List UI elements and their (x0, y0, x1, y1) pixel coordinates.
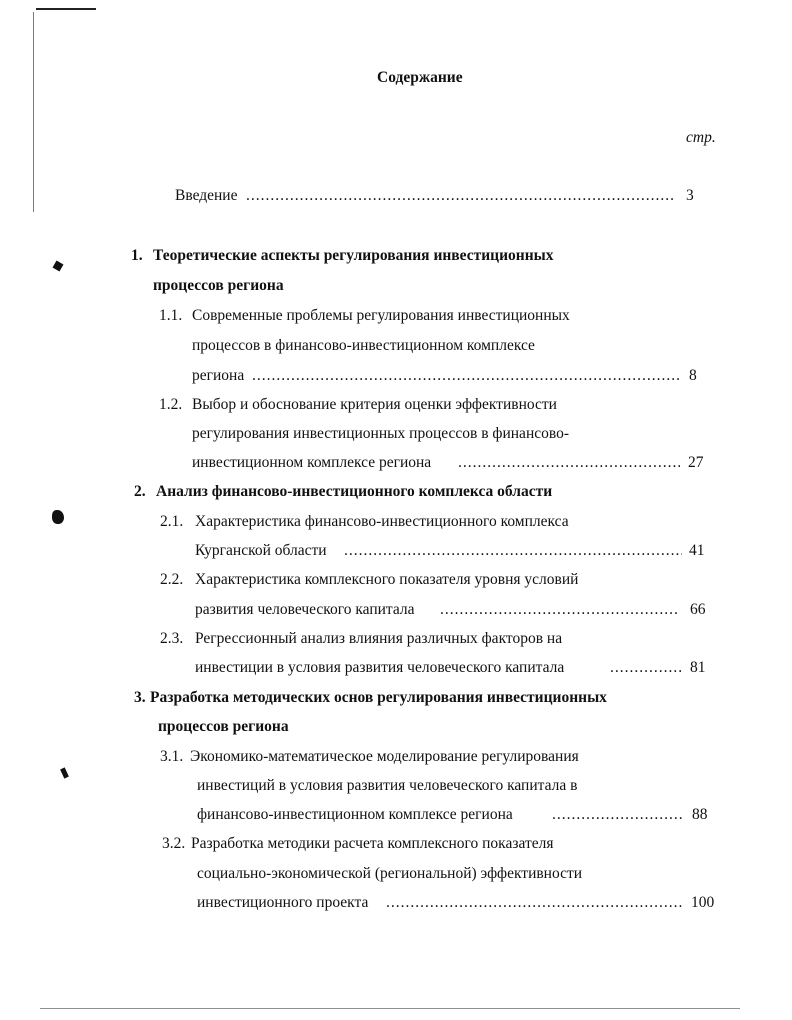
toc-section-title: инвестиционном комплексе региона (192, 454, 432, 471)
page-title: Содержание (377, 69, 463, 86)
toc-section-number: 1.1. (159, 307, 183, 324)
page-column-label: стр. (686, 129, 716, 146)
toc-page-number: 8 (689, 367, 697, 384)
toc-page-number: 66 (690, 601, 706, 618)
toc-chapter-number: 1. (131, 247, 143, 264)
toc-chapter-title: процессов региона (153, 277, 284, 294)
toc-section-title: регулирования инвестиционных процессов в финансово- (192, 425, 569, 442)
toc-section-number: 2.3. (160, 630, 184, 647)
toc-section-number: 3.2. (162, 835, 186, 852)
toc-page-number: 88 (692, 806, 708, 823)
toc-section-title: социально-экономической (региональной) эффективности (197, 865, 583, 882)
toc-section-title: Регрессионный анализ влияния различных факторов на (195, 630, 563, 647)
toc-section-number: 1.2. (159, 396, 183, 413)
toc-section-title: процессов в финансово-инвестиционном комплексе (192, 337, 535, 354)
scan-edge-left (33, 12, 34, 212)
toc-section-title: Современные проблемы регулирования инвестиционных (192, 307, 570, 324)
toc-chapter-title: Анализ финансово-инвестиционного комплекса области (156, 483, 553, 500)
toc-section-title: инвестиции в условия развития человеческого капитала (195, 659, 565, 676)
toc-section-title: инвестиций в условия развития человеческого капитала в (197, 777, 578, 794)
toc-section-title: Выбор и обоснование критерия оценки эффективности (192, 396, 557, 413)
toc-page-number: 3 (686, 187, 694, 204)
toc-intro-label: Введение (175, 187, 238, 204)
toc-section-title: Характеристика комплексного показателя уровня условий (195, 571, 579, 588)
toc-chapter-number: 2. (134, 483, 146, 500)
toc-section-title: Разработка методики расчета комплексного показателя (191, 835, 554, 852)
toc-section-title: развития человеческого капитала (195, 601, 415, 618)
toc-page-number: 100 (691, 894, 715, 911)
toc-page-number: 27 (688, 454, 704, 471)
toc-leader (552, 805, 682, 825)
toc-section-number: 3.1. (160, 748, 184, 765)
toc-leader (440, 600, 678, 620)
toc-section-title: региона (192, 367, 245, 384)
toc-page-number: 81 (690, 659, 706, 676)
scan-edge-top (36, 8, 96, 10)
scan-edge-bottom (40, 1008, 740, 1009)
toc-leader (344, 541, 682, 561)
toc-section-number: 2.2. (160, 571, 184, 588)
toc-page-number: 41 (689, 542, 705, 559)
toc-chapter-title: Теоретические аспекты регулирования инвестиционных (153, 247, 554, 264)
toc-chapter-number: 3. (134, 689, 146, 706)
toc-section-title: Курганской области (195, 542, 327, 559)
toc-section-number: 2.1. (160, 513, 184, 530)
toc-chapter-title: Разработка методических основ регулирования инвестиционных (150, 689, 607, 706)
toc-section-title: финансово-инвестиционном комплексе региона (197, 806, 513, 823)
scan-speck (53, 261, 64, 272)
toc-leader (386, 893, 682, 913)
toc-leader (252, 366, 680, 386)
toc-section-title: инвестиционного проекта (197, 894, 369, 911)
scan-speck (52, 510, 64, 524)
toc-leader (246, 186, 676, 206)
toc-leader (458, 453, 680, 473)
toc-leader (610, 658, 682, 678)
toc-section-title: Характеристика финансово-инвестиционного комплекса (195, 513, 569, 530)
scan-speck (60, 767, 69, 778)
toc-chapter-title: процессов региона (158, 718, 289, 735)
toc-section-title: Экономико-математическое моделирование регулирования (190, 748, 579, 765)
